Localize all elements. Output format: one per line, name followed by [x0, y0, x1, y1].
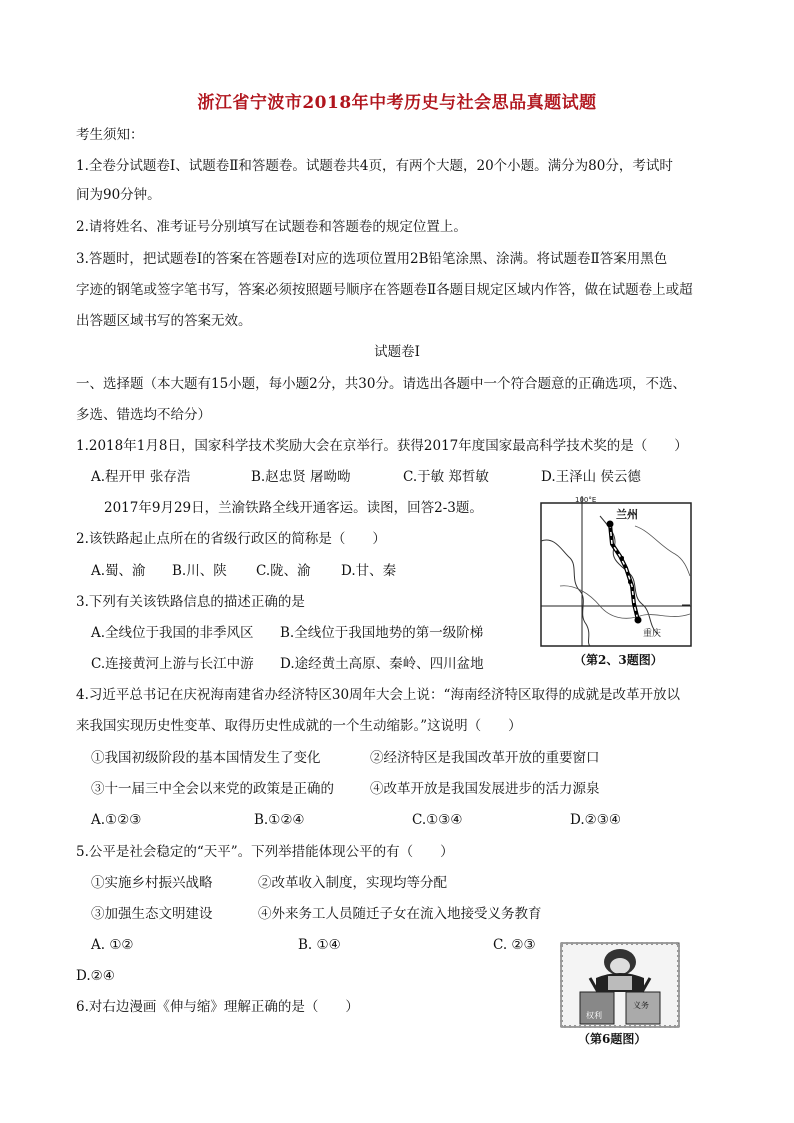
notice-line: 1.全卷分试题卷Ⅰ、试题卷Ⅱ和答题卷。试题卷共4页，有两个大题，20个小题。满分为80分，考试时: [76, 158, 673, 174]
notice-line: 字迹的钢笔或签字笔书写，答案必须按照题号顺序在答题卷Ⅱ各题目规定区域内作答，做在试题卷上或超: [76, 282, 693, 298]
question-2-stem: 2.该铁路起止点所在的省级行政区的简称是（ ）: [76, 531, 386, 547]
map-meridian-label: 100°E: [575, 496, 597, 504]
cartoon-label-duties: 义务: [633, 1001, 649, 1010]
question-4-statement: ②经济特区是我国改革开放的重要窗口: [370, 750, 600, 766]
question-5-stem: 5.公平是社会稳定的“天平”。下列举措能体现公平的有（ ）: [76, 844, 454, 860]
question-2-option-d: D.甘、秦: [341, 563, 397, 579]
question-4-option-d: D.②③④: [570, 812, 621, 828]
question-3-option-a: A.全线位于我国的非季风区: [91, 625, 254, 641]
question-5-option-d: D.②④: [76, 968, 115, 984]
question-1-option-d: D.王泽山 侯云德: [541, 469, 641, 485]
question-3-stem: 3.下列有关该铁路信息的描述正确的是: [76, 594, 305, 610]
question-5-option-a: A. ①②: [91, 937, 134, 953]
page-title: 浙江省宁波市2018年中考历史与社会思品真题试题: [197, 93, 597, 113]
railway-map-drawing: [540, 496, 700, 648]
question-4-statement: ④改革开放是我国发展进步的活力源泉: [370, 781, 600, 797]
part1-instructions: 一、选择题（本大题有15小题，每小题2分，共30分。请选出各题中一个符合题意的正确选项，不选、: [76, 376, 686, 392]
question-5-statement: ③加强生态文明建设: [91, 906, 213, 922]
notice-line: 3.答题时，把试题卷Ⅰ的答案在答题卷Ⅰ对应的选项位置用2B铅笔涂黑、涂满。将试题卷Ⅱ答案用黑色: [76, 251, 668, 267]
question-5-statement: ①实施乡村振兴战略: [91, 875, 213, 891]
section-title: 试题卷Ⅰ: [374, 344, 420, 360]
map-caption: （第2、3题图）: [574, 653, 663, 667]
map-city-top: 兰州: [616, 508, 638, 521]
question-2-option-c: C.陇、渝: [256, 563, 311, 579]
question-3-option-b: B.全线位于我国地势的第一级阶梯: [280, 625, 484, 641]
question-1-option-a: A.程开甲 张存浩: [91, 469, 191, 485]
question-4-stem: 来我国实现历史性变革、取得历史性成就的一个生动缩影。”这说明（ ）: [76, 718, 522, 734]
question-5-statement: ②改革收入制度，实现均等分配: [258, 875, 447, 891]
question-2-option-b: B.川、陕: [172, 563, 227, 579]
notice-line: 间为90分钟。: [76, 187, 161, 203]
question-2-option-a: A.蜀、渝: [91, 563, 146, 579]
question-4-option-b: B.①②④: [254, 812, 305, 828]
part1-instructions: 多选、错选均不给分）: [76, 407, 211, 423]
question-4-stem: 4.习近平总书记在庆祝海南建省办经济特区30周年大会上说：“海南经济特区取得的成就是改革开放以: [76, 687, 680, 703]
question-4-statement: ①我国初级阶段的基本国情发生了变化: [91, 750, 321, 766]
question-2-3-intro: 2017年9月29日，兰渝铁路全线开通客运。读图，回答2-3题。: [104, 500, 483, 516]
question-5-option-b: B. ①④: [298, 937, 341, 953]
question-1-stem: 1.2018年1月8日，国家科学技术奖励大会在京举行。获得2017年度国家最高科学技术奖的是（ ）: [76, 438, 688, 454]
question-1-option-c: C.于敏 郑哲敏: [403, 469, 489, 485]
notice-heading: 考生须知：: [76, 127, 144, 143]
question-4-statement: ③十一届三中全会以来党的政策是正确的: [91, 781, 334, 797]
railway-map: [540, 496, 700, 648]
question-1-option-b: B.赵忠贤 屠呦呦: [251, 469, 351, 485]
map-city-bottom: 重庆: [643, 629, 662, 639]
cartoon-label-rights: 权利: [586, 1011, 602, 1020]
question-5-statement: ④外来务工人员随迁子女在流入地接受义务教育: [258, 906, 542, 922]
question-5-option-c: C. ②③: [493, 937, 536, 953]
question-3-option-d: D.途经黄土高原、秦岭、四川盆地: [280, 656, 484, 672]
question-6-stem: 6.对右边漫画《伸与缩》理解正确的是（ ）: [76, 999, 359, 1015]
question-4-option-c: C.①③④: [412, 812, 463, 828]
question-4-option-a: A.①②③: [91, 812, 142, 828]
question-3-option-c: C.连接黄河上游与长江中游: [91, 656, 254, 672]
cartoon-drawing: [560, 942, 680, 1028]
notice-line: 出答题区域书写的答案无效。: [76, 313, 252, 329]
notice-line: 2.请将姓名、准考证号分别填写在试题卷和答题卷的规定位置上。: [76, 219, 467, 235]
cartoon-stretch-shrink: [560, 942, 680, 1028]
cartoon-caption: （第6题图）: [578, 1032, 647, 1046]
